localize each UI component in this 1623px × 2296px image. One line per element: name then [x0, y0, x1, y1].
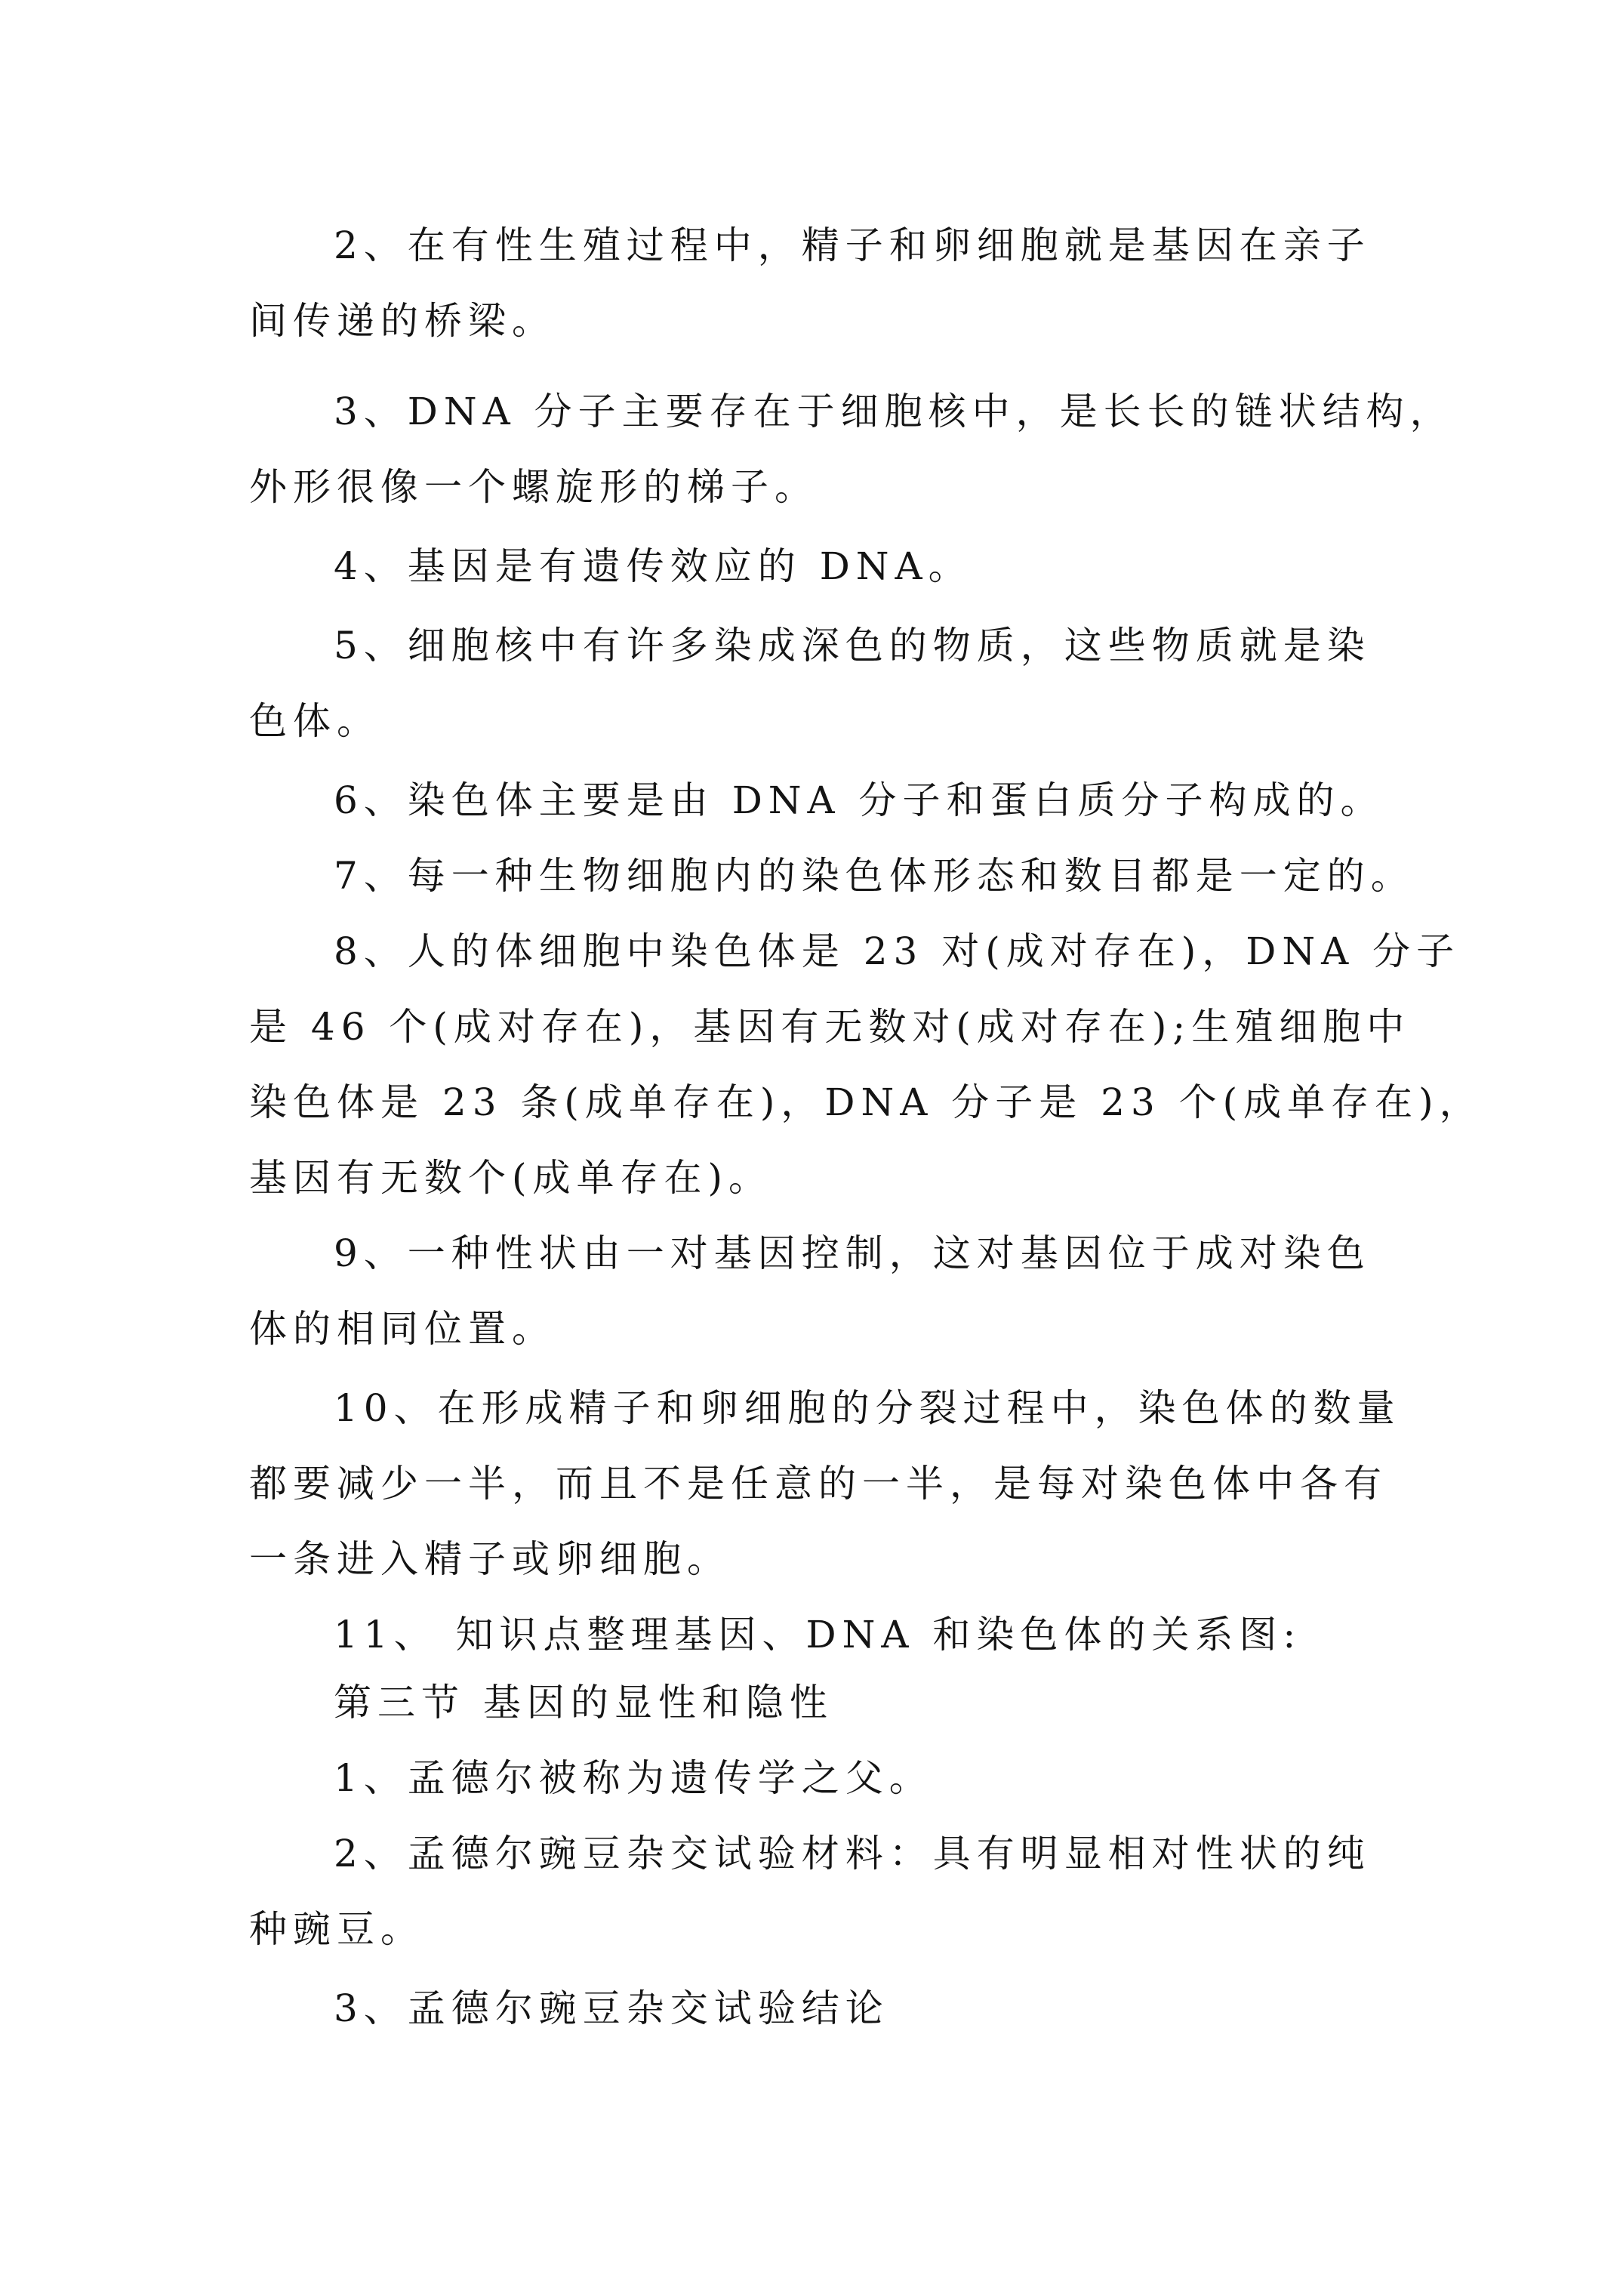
paragraph-line: 4、基因是有遗传效应的 DNA。 [334, 544, 972, 588]
paragraph-line: 11、 知识点整理基因、DNA 和染色体的关系图: [334, 1613, 1302, 1657]
paragraph-line: 色体。 [249, 699, 380, 743]
paragraph-line: 5、细胞核中有许多染成深色的物质，这些物质就是染 [334, 624, 1371, 667]
paragraph-line: 7、每一种生物细胞内的染色体形态和数目都是一定的。 [334, 854, 1415, 898]
paragraph-line: 种豌豆。 [249, 1907, 424, 1951]
paragraph-line: 10、在形成精子和卵细胞的分裂过程中，染色体的数量 [334, 1386, 1401, 1430]
paragraph-line: 一条进入精子或卵细胞。 [249, 1537, 731, 1581]
paragraph-line: 8、人的体细胞中染色体是 23 对(成对存在)，DNA 分子 [334, 929, 1461, 973]
paragraph-line: 是 46 个(成对存在)，基因有无数对(成对存在);生殖细胞中 [249, 1005, 1411, 1049]
paragraph-line: 间传递的桥梁。 [249, 299, 556, 343]
paragraph-line: 基因有无数个(成单存在)。 [249, 1156, 773, 1200]
document-page [249, 0, 1483, 2296]
paragraph-line: 9、一种性状由一对基因控制，这对基因位于成对染色 [334, 1231, 1371, 1275]
paragraph-line: 体的相同位置。 [249, 1307, 556, 1351]
paragraph-line: 3、孟德尔豌豆杂交试验结论 [334, 1986, 889, 2030]
paragraph-line: 都要减少一半，而且不是任意的一半，是每对染色体中各有 [249, 1462, 1387, 1505]
paragraph-line: 3、DNA 分子主要存在于细胞核中，是长长的链状结构， [334, 390, 1454, 433]
paragraph-line: 6、染色体主要是由 DNA 分子和蛋白质分子构成的。 [334, 778, 1384, 822]
paragraph-line: 染色体是 23 条(成单存在)，DNA 分子是 23 个(成单存在)， [249, 1080, 1483, 1124]
paragraph-line: 2、孟德尔豌豆杂交试验材料：具有明显相对性状的纯 [334, 1832, 1371, 1875]
paragraph-line: 1、孟德尔被称为遗传学之父。 [334, 1756, 933, 1800]
paragraph-line: 外形很像一个螺旋形的梯子。 [249, 465, 818, 509]
paragraph-line: 2、在有性生殖过程中，精子和卵细胞就是基因在亲子 [334, 223, 1371, 267]
section-heading: 第三节 基因的显性和隐性 [334, 1681, 833, 1724]
